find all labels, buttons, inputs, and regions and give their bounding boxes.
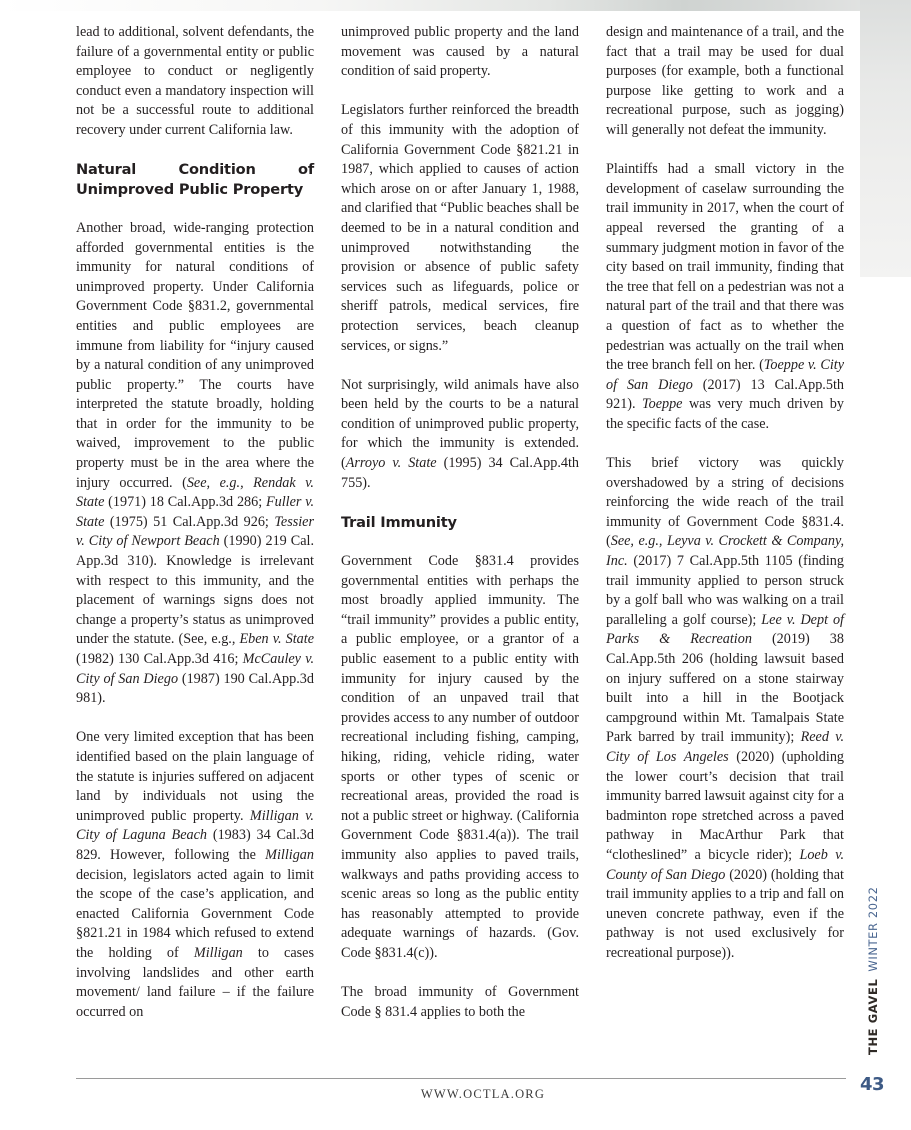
article-column-1 (76, 23, 314, 1042)
article-column-2 (341, 23, 579, 1042)
paragraph: lead to additional, solvent defendants, the failure of a governmental entity or public employee to conduct or negligently conduct even a mandatory inspection will not be a successful route to additional recovery under current California law. (76, 24, 314, 138)
paragraph: Legislators further reinforced the breadth of this immunity with the adoption of California Government Code §821.21 in 1987, which applied to causes of action which arose on or after January 1, 1988, and clarified that “Public beaches shall be deemed to be in a natural condition and unimproved notwithstanding the provision or absence of public safety services such as lifeguards, police or sheriff patrols, medical services, fire protection services, beach cleanup services, or signs.” (341, 102, 579, 354)
background-photo-right (860, 0, 911, 277)
paragraph: Not surprisingly, wild animals have also been held by the courts to be a natural condition of unimproved public property, for which the immunity is extended. (Arroyo v. State (1995) 34 Cal.App.4th 755). (341, 376, 580, 491)
section-heading: Trail Immunity (341, 513, 457, 531)
footer-website-link[interactable]: WWW.OCTLA.ORG (420, 1087, 546, 1101)
footer-divider (76, 1078, 846, 1079)
running-header (866, 886, 880, 1055)
paragraph: Another broad, wide-ranging protection afforded governmental entities is the immunity for natural conditions of unimproved property. Under California Government Code §831.2, governmental entities and public employees are immune from liability for “injury caused by a natural condition of any unimproved public property.” The courts have interpreted the statute broadly, holding that in order for the immunity to be waived, improvement to the public property must be in the area where the injury occurred. (See, e.g., Rendak v. State (1971) 18 Cal.App.3d 286; Fuller v. State (1975) 51 Cal.App.3d 926; Tessier v. City of Newport Beach (1990) 219 Cal. App.3d 310). Knowledge is irrelevant with respect to this immunity, and the placement of warnings signs does not change a property’s status as unimproved under the statute. (See, e.g., Eben v. State (1982) 130 Cal.App.3d 416; McCauley v. City of San Diego (1987) 190 Cal.App.3d 981). (76, 219, 314, 707)
page-number: 43 (859, 1074, 885, 1095)
paragraph: unimproved public property and the land movement was caused by a natural condition of said property. (341, 24, 579, 80)
paragraph: Government Code §831.4 provides governmental entities with perhaps the most broadly applied immunity. The “trail immunity” provides a public entity, a public employee, or a grantor of a public easement to a public entity with immunity for injury caused by the condition of an unpaved trail that provides access to any number of outdoor recreational including fishing, camping, hiking, riding, vehicle riding, water sports or other types of scenic or recreational areas, provided the road is not a public street or highway. (California Government Code §831.4(a)). The trail immunity also applies to paved trails, walkways and paths providing access to scenic areas so long as the public entity has reasonably attempted to provide adequate warnings of hazards. (Gov. Code §831.4(c)). (341, 553, 579, 961)
paragraph: The broad immunity of Government Code § 831.4 applies to both the (341, 984, 579, 1020)
background-photo-top (0, 0, 911, 11)
section-heading: Natural Condition of Unimproved Public Property (76, 161, 314, 198)
issue-label: WINTER 2022 (866, 886, 880, 972)
paragraph: One very limited exception that has been identified based on the plain language of the statute is injuries suffered on adjacent land by individuals not using the unimproved public property. Milligan v. City of Laguna Beach (1983) 34 Cal.3d 829. However, following the Milligan decision, legislators acted again to limit the scope of the case’s application, and enacted California Government Code §821.21 in 1984 which refused to extend the holding of Milligan to cases involving landslides and other earth movement/ land failure – if the failure occurred on (76, 729, 314, 1020)
article-column-3 (606, 23, 844, 983)
publication-name: THE GAVEL (866, 978, 880, 1055)
paragraph: This brief victory was quickly overshadowed by a string of decisions reinforcing the wide reach of the trail immunity of Government Code §831.4. (See, e.g., Leyva v. Crockett & Company, Inc. (2017) 7 Cal.App.5th 1105 (finding trail immunity applied to person struck by a golf ball who was walking on a trail paralleling a golf course); Lee v. Dept of Parks & Recreation (2019) 38 Cal.App.5th 206 (holding lawsuit based on injury suffered on a stone stairway built into a hill in the Bootjack campground within Mt. Tamalpais State Park barred by trail immunity); Reed v. City of Los Angeles (2020) (upholding the lower court’s decision that trail immunity barred lawsuit against city for a badminton rope stretched across a paved pathway in MacArthur Park that “clotheslined” a bicycle rider); Loeb v. County of San Diego (2020) (holding that trail immunity applies to a trip and fall on uneven concrete pathway, even if the pathway is not used exclusively for recreational purpose)). (606, 455, 845, 961)
paragraph: Plaintiffs had a small victory in the development of caselaw surrounding the trail immunity in 2017, when the court of appeal reversed the granting of a summary judgment motion in favor of the city based on trail immunity, finding that the tree that fell on a pedestrian was not a natural part of the trail and that there was a question of fact as to whether the pedestrian was actually on the trail when the tree branch fell on her. (Toeppe v. City of San Diego (2017) 13 Cal.App.5th 921). Toeppe was very much driven by the specific facts of the case. (606, 161, 844, 432)
paragraph: design and maintenance of a trail, and the fact that a trail may be used for dual purposes (for example, both a functional purpose like getting to work and a recreational purpose, such as jogging) will generally not defeat the immunity. (606, 24, 844, 138)
